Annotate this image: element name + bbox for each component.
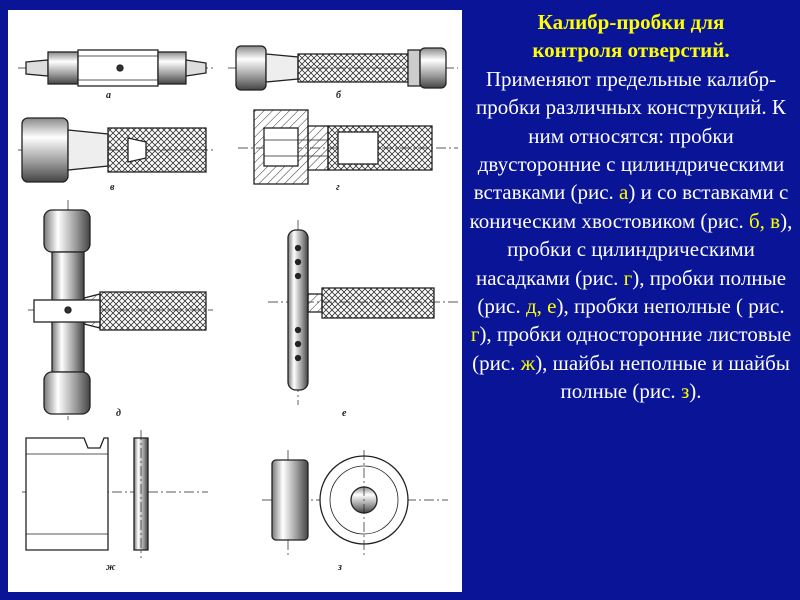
label-g: г — [336, 182, 340, 193]
drawing-b — [228, 46, 458, 90]
label-zh: ж — [106, 562, 116, 573]
figure-ref: д, е — [525, 294, 557, 319]
drawing-e — [268, 220, 458, 405]
drawing-v — [18, 118, 213, 182]
body-segment: ), пробки полные (рис. — [477, 265, 787, 319]
body-segment: ), пробки неполные ( рис. — [556, 294, 785, 319]
title-line-2: контроля отверстий. — [532, 38, 730, 63]
drawing-g — [238, 110, 458, 184]
title-line-1: Калибр-пробки для — [537, 10, 725, 34]
label-d: д — [116, 408, 121, 419]
figure-ref: ж — [520, 350, 536, 375]
body-segment: ), пробки односторонние листовые (рис. — [472, 322, 792, 375]
figure-ref: з — [680, 379, 690, 404]
body-segment: Применяют предельные калибр-пробки различных конструкций. К ним относятся: пробки двусторонние с цилиндрическими вставками (рис. — [473, 66, 786, 205]
body-segment: ), шайбы неполные и шайбы полные (рис. — [535, 350, 790, 404]
figure-panel — [8, 10, 462, 592]
label-z: з — [338, 562, 342, 573]
label-v: в — [110, 182, 115, 193]
drawing-zh — [22, 430, 208, 558]
figure-ref: б, в — [748, 208, 781, 233]
drawing-d — [28, 200, 213, 420]
body-segment: ). — [689, 379, 702, 404]
slide-title — [468, 8, 794, 65]
body-segment: ) и со вставками с коническим хвостовиком (рис. — [469, 180, 789, 233]
label-b: б — [336, 90, 341, 101]
drawing-a — [18, 50, 213, 86]
text-panel — [468, 8, 794, 406]
figure-ref: а — [619, 180, 629, 205]
body-text — [468, 65, 794, 406]
drawing-z — [262, 450, 448, 555]
label-a: а — [106, 90, 111, 101]
figure-ref: г — [623, 265, 633, 290]
figure-ref: г — [470, 322, 480, 347]
plug-gauge-drawings — [8, 10, 462, 592]
label-e: е — [342, 408, 347, 419]
body-segment: ), пробки с цилиндрическими насадками (рис. — [475, 208, 793, 290]
